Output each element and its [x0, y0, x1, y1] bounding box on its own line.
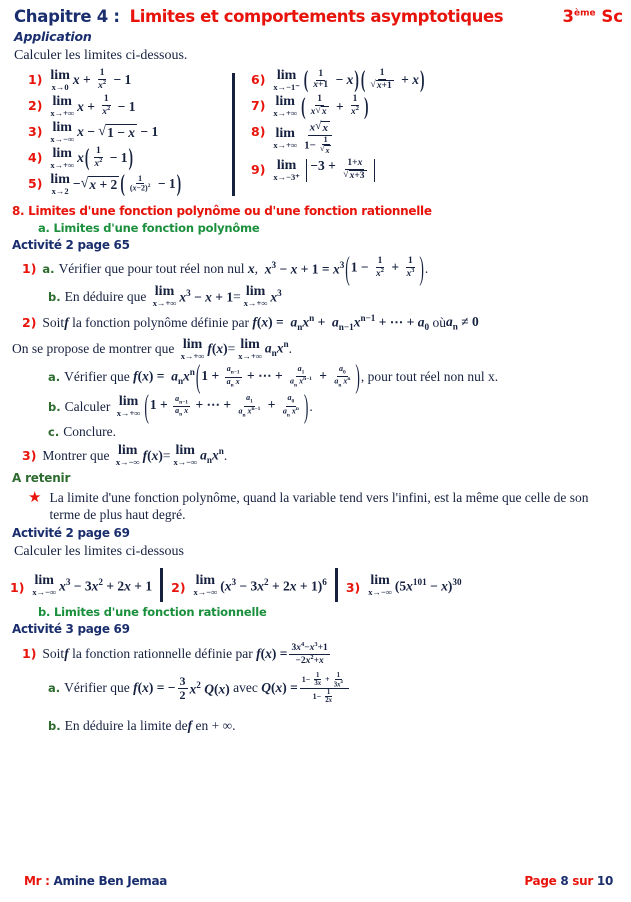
exercise-expression: lim x→+∞ x √ x 1− 1 √ x: [270, 121, 339, 155]
activity-69-exercises: [0, 560, 631, 602]
exercise-expression: lim x→2 − √ x + 2 ( $\frac{1}{(x-2)^2}$ − 1 ): [50, 169, 182, 197]
lim-operator: lim: [52, 120, 72, 136]
lim-subscript: x→−∞: [50, 134, 75, 145]
exercise-number: 9): [251, 161, 266, 177]
lim-subscript: x→−3⁺: [273, 171, 300, 182]
lim-operator: lim: [245, 284, 266, 300]
question-prose: Vérifier que: [64, 369, 130, 385]
application-title: Application: [14, 29, 92, 44]
page-indicator: Page 8 sur 10: [524, 874, 613, 888]
exercise-5: [28, 169, 232, 197]
exercise-4: [28, 143, 232, 171]
section-8-heading: 8. Limites d'une fonction polynôme ou d'une fonction rationnelle: [12, 204, 432, 219]
page-header: [0, 0, 631, 26]
activity-2-page-65-heading: Activité 2 page 65: [12, 238, 130, 253]
exercise-expression: lim x→+∞ ( 1 x √ x + $\frac{1}{x^2}$ ): [273, 92, 369, 120]
chapter-label: Chapitre 4 :: [14, 7, 120, 26]
question-sub-marker: a.: [48, 370, 61, 385]
question-prose: En déduire que: [64, 288, 147, 304]
lim-subscript: x→−∞: [32, 587, 57, 598]
chapter-title: Limites et comportements asymptotiques: [129, 7, 504, 26]
exercise-expression: lim x→−1⁻ ( $\frac{1}{x+1}$ − x ) ( 1 √ x+1 + x ): [273, 65, 425, 93]
exercise-number: 8): [251, 124, 266, 140]
absolute-value-bar: [306, 159, 308, 182]
lim-subscript: x→+∞: [152, 298, 177, 309]
activity-69-exercise-2: 2) lim x→−∞ $(x^3 - 3x^2 + 2x + 1)^6$: [171, 573, 327, 598]
question-prose: Vérifier que pour tout réel non nul: [58, 261, 245, 277]
exercises-left-column: [0, 69, 232, 198]
lim-subscript: x→−1⁻: [273, 82, 300, 93]
lim-subscript: x→+∞: [50, 159, 75, 170]
exercise-expression: lim x→−∞ x − √ 1 − x − 1: [50, 120, 159, 145]
lim-subscript: x→+∞: [273, 140, 298, 151]
lim-subscript: x→+∞: [238, 350, 262, 361]
rational-question-1a: [0, 667, 631, 705]
exercise-expression: lim x→+∞ x ( $\frac{1}{x^2}$ − 1 ): [50, 143, 134, 171]
a-retenir-bullet: [0, 485, 631, 524]
question-number: 2): [22, 314, 37, 330]
question-body: Vérifier que f(x) = − $\frac{3}{2}$ $x^2$ Q(x) avec Q(x) = 1− $\frac{1}{3x}$ + $\frac{1}{3x^4}$ 1− $\frac{1}{2x}$: [64, 672, 351, 705]
lim-subscript: x→0: [51, 82, 69, 93]
exercise-expression: lim x→−3⁺ −3 + 1+x √ x+3: [270, 159, 378, 182]
exercise-1: [28, 69, 232, 92]
lim-operator: lim: [52, 94, 72, 110]
lim-operator: lim: [118, 394, 139, 410]
lim-operator: lim: [50, 171, 70, 187]
question-body: Calculer lim x→+∞ ( 1 + $\frac{a_{n-1}}{a_n x}$ + ⋯ + $\frac{a_1}{a_n x^{n-1}}$ + $\frac{a_0}{a_n x^n}$ ) .: [64, 387, 313, 424]
lim-operator: lim: [370, 573, 390, 589]
activity-69-exercise-3: 3) lim x→−∞ $(5x^{101} - x)^{30}$: [345, 573, 462, 598]
question-number: 3): [22, 447, 37, 463]
lim-subscript: x→+∞: [50, 108, 75, 119]
lim-operator: lim: [50, 68, 70, 84]
exercise-number: 3): [345, 579, 361, 595]
section-8a-heading: a. Limites d'une fonction polynôme: [38, 221, 260, 236]
question-sub-marker: a.: [42, 262, 55, 277]
question-prose: Vérifier que: [64, 680, 130, 696]
question-2b: [0, 387, 631, 424]
column-divider: [232, 73, 235, 196]
absolute-value-bar: [374, 159, 376, 182]
question-1b: [0, 280, 631, 308]
lim-operator: lim: [52, 145, 72, 161]
question-prose: Calculer: [64, 398, 111, 414]
question-2a: [0, 358, 631, 395]
lim-subscript: x→−∞: [115, 457, 140, 468]
exercise-number: 6): [251, 72, 266, 87]
question-sub-marker: c.: [48, 424, 60, 439]
lim-subscript: x→+∞: [116, 408, 141, 419]
question-2-propose: [0, 333, 631, 361]
exercise-number: 1): [28, 72, 43, 87]
lim-subscript: x→−∞: [193, 587, 218, 598]
instruction-text: Calculer les limites ci-dessous.: [14, 48, 188, 63]
exercise-3: [28, 121, 232, 144]
question-body: Vérifier que $f(x) = a_nx^n$ ( 1 + $\frac{a_{n-1}}{a_n x}$ + ⋯ + $\frac{a_1}{a_n x^{n-1}}$ + $\frac{a_0}{a_n x^n}$ ) , pour tout réel non nul x.: [64, 358, 499, 395]
question-body: En déduire que lim x→+∞ $x^3 - x + 1$ = lim x→+∞ $x^3$: [64, 284, 282, 309]
lim-operator: lim: [195, 573, 216, 589]
a-retenir-text: La limite d'une fonction polynôme, quand la variable tend vers l'infini, est la même que celle de son terme de plus haut degré.: [49, 489, 589, 522]
a-retenir-heading: A retenir: [12, 470, 71, 485]
lim-subscript: x→+∞: [180, 350, 205, 361]
rational-question-1: [0, 636, 631, 666]
exercise-9: [251, 159, 631, 182]
question-2: [0, 308, 631, 333]
lim-subscript: x→−∞: [173, 457, 198, 468]
lim-subscript: x→+∞: [273, 108, 298, 119]
lim-subscript: x→+∞: [243, 298, 268, 309]
exercise-number: 1): [10, 579, 25, 595]
lim-operator: lim: [275, 126, 295, 142]
question-number: 1): [22, 646, 37, 662]
question-body: On se propose de montrer que lim x→+∞ f(x) = lim x→+∞ $a_nx^n$ .: [12, 336, 292, 361]
exercise-8: [251, 121, 631, 155]
exercise-7: [251, 92, 631, 120]
question-2c: [0, 419, 631, 440]
lim-operator: lim: [154, 284, 175, 300]
lim-operator: lim: [275, 94, 295, 110]
question-sub-marker: b.: [48, 719, 61, 734]
exercise-number: 5): [28, 175, 43, 191]
lim-operator: lim: [276, 68, 297, 84]
lim-operator: lim: [34, 573, 54, 589]
column-divider: [335, 568, 338, 602]
exercise-number: 4): [28, 149, 43, 165]
lim-subscript: x→2: [51, 185, 69, 196]
column-divider: [160, 568, 163, 602]
question-1a: [0, 250, 631, 287]
question-sub-marker: b.: [48, 289, 61, 304]
rational-question-1b: [0, 704, 631, 734]
activity-69-instruction: Calculer les limites ci-dessous: [14, 544, 184, 560]
question-sub-marker: b.: [48, 399, 61, 414]
exercise-2: [28, 95, 232, 118]
author-credit: Mr : Amine Ben Jemaa: [24, 874, 168, 888]
question-body: En déduire la limite de f en + ∞.: [64, 718, 236, 734]
lim-operator: lim: [182, 336, 203, 352]
question-sub-marker: a.: [48, 681, 61, 696]
question-body: Conclure.: [63, 423, 117, 439]
question-prose: Montrer que: [42, 447, 110, 463]
lim-operator: lim: [175, 443, 195, 459]
exercise-number: 3): [28, 124, 43, 140]
exercises-block: [0, 64, 631, 198]
level-badge: 3ème Sc: [562, 7, 623, 26]
exercise-6: [251, 65, 631, 93]
exercise-number: 2): [171, 579, 186, 595]
exercise-expression: lim x→0 x + $\frac{1}{x^2}$ − 1: [50, 68, 132, 93]
lim-operator: lim: [118, 443, 138, 459]
exercise-expression: lim x→+∞ x + $\frac{1}{x^2}$ − 1: [50, 94, 136, 119]
activity-69-exercise-1: 1) lim x→−∞ $x^3 - 3x^2 + 2x + 1$: [10, 573, 153, 598]
question-body: Soit f la fonction rationnelle définie par f(x) = $\frac{3x^4-x^3+1}{-2x^2+x}$: [42, 640, 328, 666]
lim-subscript: x→−∞: [368, 587, 392, 598]
exercises-right-column: [245, 65, 631, 198]
question-3: [0, 439, 631, 467]
activity-3-page-69-heading: Activité 3 page 69: [12, 622, 130, 637]
question-body: Vérifier que pour tout réel non nul x , $x^3 - x + 1 = x^3$ ( 1 − $\frac{1}{x^2}$ + $\frac{1}{x^3}$ ) .: [58, 250, 429, 287]
question-body: Soit f la fonction polynôme définie par $f(x) = a_nx^n + a_{n-1}x^{n-1}$ + ⋯ + $a_0$ où $a_n \ne 0$: [42, 312, 479, 333]
exercise-number: 7): [251, 98, 266, 114]
activity-2-page-69-heading: Activité 2 page 69: [12, 526, 130, 541]
exercise-number: 2): [28, 98, 43, 114]
lim-operator: lim: [240, 336, 260, 352]
question-prose-tail: , pour tout réel non nul x.: [360, 369, 499, 385]
section-8b-heading: b. Limites d'une fonction rationnelle: [38, 605, 267, 620]
lim-operator: lim: [276, 157, 297, 173]
question-number: 1): [22, 261, 37, 277]
page-footer: [0, 874, 631, 888]
star-icon: ★: [28, 489, 42, 506]
question-body: Montrer que lim x→−∞ f(x) = lim x→−∞ $a_nx^n$ .: [42, 443, 228, 468]
